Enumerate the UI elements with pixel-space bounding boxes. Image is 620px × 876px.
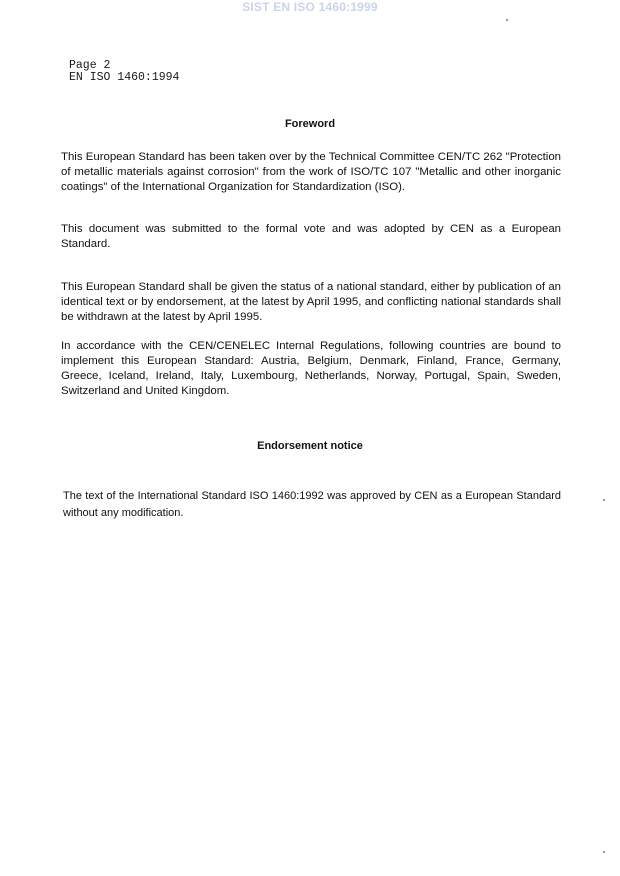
watermark: SIST EN ISO 1460:1999 bbox=[242, 0, 378, 14]
endorsement-heading: Endorsement notice bbox=[257, 440, 363, 452]
scan-speck bbox=[603, 851, 605, 853]
standard-number: EN ISO 1460:1994 bbox=[69, 71, 180, 84]
foreword-paragraph-4: In accordance with the CEN/CENELEC Internal Regulations, following countries are bound to implement this European Standard: Austria, Belgium, Denmark, Finland, France, Germany, Greece, Iceland, Ireland, Italy, Luxembourg, Netherlands, Norway, Portugal, Spain, Sweden, Switzerland and United Kingdom. bbox=[61, 340, 561, 397]
foreword-paragraph-3: This European Standard shall be given the status of a national standard, either by publication of an identical text or by endorsement, at the latest by April 1995, and conflicting national standards shall be withdrawn at the latest by April 1995. bbox=[61, 281, 561, 323]
foreword-paragraph-2: This document was submitted to the formal vote and was adopted by CEN as a European Standard. bbox=[61, 223, 561, 250]
page-number: Page 2 bbox=[69, 59, 111, 72]
scan-speck bbox=[506, 19, 508, 21]
scan-speck bbox=[603, 499, 605, 501]
foreword-paragraph-1: This European Standard has been taken over by the Technical Committee CEN/TC 262 "Protection of metallic materials against corrosion" from the work of ISO/TC 107 "Metallic and other inorganic coatings" of the International Organization for Standardization (ISO). bbox=[61, 151, 561, 193]
page-header bbox=[69, 60, 179, 84]
endorsement-text: The text of the International Standard ISO 1460:1992 was approved by CEN as a European Standard without any modification. bbox=[63, 490, 561, 519]
foreword-heading: Foreword bbox=[284, 118, 336, 130]
